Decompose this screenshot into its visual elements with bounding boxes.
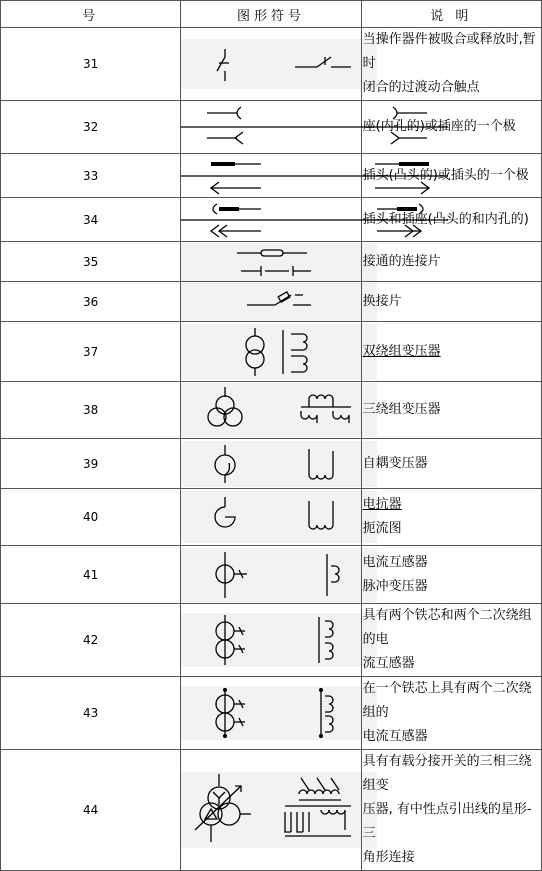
row-num: 32 bbox=[1, 101, 181, 154]
row-description bbox=[361, 382, 541, 439]
symbol-cell bbox=[181, 154, 361, 198]
row-description bbox=[361, 101, 541, 154]
table-row bbox=[1, 604, 542, 677]
desc-line: 三绕组变压器 bbox=[362, 402, 441, 417]
symbol-cell bbox=[181, 439, 361, 489]
three-phase-tapchanger-transformer-symbol bbox=[181, 772, 377, 848]
desc-line: 电流互感器 bbox=[362, 729, 428, 744]
symbol-cell bbox=[181, 677, 361, 750]
desc-line: 角形连接 bbox=[362, 850, 415, 865]
symbol-cell bbox=[181, 546, 361, 604]
table-header bbox=[1, 1, 542, 28]
symbol-cell bbox=[181, 322, 361, 382]
row-num: 44 bbox=[1, 750, 181, 871]
row-description bbox=[361, 546, 541, 604]
row-description bbox=[361, 604, 541, 677]
symbol-cell bbox=[181, 242, 361, 282]
symbol-cell bbox=[181, 282, 361, 322]
table-row bbox=[1, 154, 542, 198]
two-core-current-transformer-symbol bbox=[181, 613, 377, 667]
row-description bbox=[361, 322, 541, 382]
row-num: 39 bbox=[1, 439, 181, 489]
desc-line: 座(内孔的)或插座的一个极 bbox=[362, 119, 516, 134]
desc-line: 自耦变压器 bbox=[362, 455, 428, 471]
row-description bbox=[361, 282, 541, 322]
table-row bbox=[1, 242, 542, 282]
table-row bbox=[1, 28, 542, 101]
row-description bbox=[361, 198, 541, 242]
header-desc: 说 明 bbox=[361, 1, 541, 28]
desc-line: 换接片 bbox=[362, 293, 402, 309]
row-description bbox=[361, 154, 541, 198]
header-num: 号 bbox=[1, 1, 181, 28]
desc-line: 接通的连接片 bbox=[362, 253, 441, 269]
table-row bbox=[1, 750, 542, 871]
desc-line: 具有两个铁芯和两个二次绕组的电 bbox=[362, 608, 532, 647]
symbol-cell bbox=[181, 382, 361, 439]
symbol-cell bbox=[181, 750, 361, 871]
table-row bbox=[1, 489, 542, 546]
symbol-cell bbox=[181, 198, 361, 242]
row-num: 33 bbox=[1, 154, 181, 198]
current-transformer-symbol bbox=[181, 548, 377, 602]
row-num: 37 bbox=[1, 322, 181, 382]
desc-line: 扼流图 bbox=[362, 521, 402, 536]
two-winding-transformer-symbol bbox=[181, 324, 377, 380]
table-row bbox=[1, 282, 542, 322]
row-num: 36 bbox=[1, 282, 181, 322]
row-num: 31 bbox=[1, 28, 181, 101]
autotransformer-symbol bbox=[181, 441, 377, 487]
table-row bbox=[1, 439, 542, 489]
closed-link-symbol bbox=[181, 243, 377, 281]
row-description bbox=[361, 242, 541, 282]
row-num: 42 bbox=[1, 604, 181, 677]
row-num: 43 bbox=[1, 677, 181, 750]
row-description bbox=[361, 750, 541, 871]
row-description bbox=[361, 677, 541, 750]
table-row bbox=[1, 546, 542, 604]
desc-line: 在一个铁芯上具有两个二次绕组的 bbox=[362, 681, 532, 720]
row-description bbox=[361, 439, 541, 489]
header-symbol: 图形符号 bbox=[181, 1, 361, 28]
desc-line: 电流互感器 bbox=[362, 554, 428, 570]
transitional-contact-symbol bbox=[181, 39, 377, 89]
row-num: 38 bbox=[1, 382, 181, 439]
desc-line: 插头(凸头的)或插头的一个极 bbox=[362, 167, 529, 183]
symbol-cell bbox=[181, 28, 361, 101]
row-description bbox=[361, 28, 541, 101]
desc-line: 双绕组变压器 bbox=[362, 343, 441, 359]
desc-line: 插头和插座(凸头的和内孔的) bbox=[362, 211, 529, 227]
table-row bbox=[1, 198, 542, 242]
symbol-cell bbox=[181, 604, 361, 677]
desc-line: 压器, 有中性点引出线的星形-三 bbox=[362, 802, 532, 841]
row-num: 41 bbox=[1, 546, 181, 604]
two-secondary-current-transformer-symbol bbox=[181, 686, 377, 740]
reactor-symbol bbox=[181, 491, 377, 543]
row-description bbox=[361, 489, 541, 546]
row-num: 40 bbox=[1, 489, 181, 546]
desc-line: 具有有载分接开关的三相三绕组变 bbox=[362, 754, 532, 793]
three-winding-transformer-symbol bbox=[181, 383, 377, 437]
symbol-cell bbox=[181, 489, 361, 546]
desc-line: 脉冲变压器 bbox=[362, 578, 428, 594]
row-num: 34 bbox=[1, 198, 181, 242]
table-row bbox=[1, 677, 542, 750]
changeover-link-symbol bbox=[181, 283, 377, 321]
desc-line: 电抗器 bbox=[362, 497, 402, 512]
desc-line: 闭合的过渡动合触点 bbox=[362, 80, 480, 95]
desc-line: 流互感器 bbox=[362, 656, 415, 671]
row-num: 35 bbox=[1, 242, 181, 282]
table-row bbox=[1, 101, 542, 154]
desc-line: 当操作器件被吸合或释放时,暂时 bbox=[362, 32, 536, 71]
symbol-cell bbox=[181, 101, 361, 154]
table-row bbox=[1, 322, 542, 382]
table-row bbox=[1, 382, 542, 439]
